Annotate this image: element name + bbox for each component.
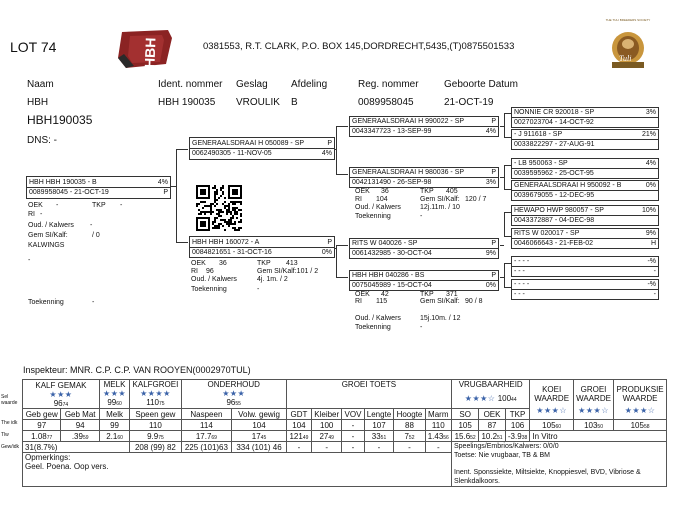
idk-row	[23, 420, 667, 431]
group-koei-waarde	[530, 380, 574, 420]
idk-cell: 97	[23, 420, 61, 431]
gen3-7-line2: - - -	[514, 268, 525, 275]
group-onderhoud-label: ONDERHOUD	[207, 380, 260, 389]
dd-tkp-value: 371	[446, 291, 458, 298]
kalf-gemak-sel-acc: 74	[62, 402, 69, 408]
dd-oud-label: Oud. / Kalwers	[355, 315, 401, 322]
koei-sel: 105	[542, 420, 556, 430]
opmerkings-cell	[23, 453, 452, 487]
gen3-8-pct: -%	[647, 281, 656, 288]
gen3-7-extra: -	[653, 268, 656, 275]
kalf-gemak-stars: ★★★	[49, 390, 73, 399]
label-reg: Reg. nommer	[358, 79, 419, 90]
gew-cell-naspeen: 225 (101)63	[181, 442, 232, 453]
gew-cell-gdt: -	[286, 442, 311, 453]
tlw-accuracy: 75	[158, 434, 164, 441]
tlw-cell	[394, 431, 425, 442]
gen3-box-7	[511, 256, 659, 277]
inent-text: Inent. Sponssiekte, Miltsiekte, Knoppiesvel, BVD, Vibriose & Slenkdalkoors.	[454, 469, 641, 485]
hdr-oek: OEK	[479, 409, 505, 420]
hdr-geb-mat: Geb Mat	[61, 409, 99, 420]
hdr-marm: Marm	[425, 409, 451, 420]
dam-ri-value: 96	[206, 268, 214, 275]
group-kalf-gemak	[23, 380, 100, 409]
hdr-vov: VOV	[342, 409, 364, 420]
animal-id-big: HBH190035	[27, 113, 93, 127]
tlw-cell	[181, 431, 232, 442]
gew-cell-volw: 334 (101) 46	[232, 442, 287, 453]
idk-cell: 110	[425, 420, 451, 431]
dam-box	[189, 236, 335, 258]
self-pedigree-box	[26, 176, 171, 199]
tlw-cell	[61, 431, 99, 442]
tlw-accuracy: 49	[328, 434, 334, 441]
sd-ri-label: RI	[355, 196, 362, 203]
self-ri-value: -	[40, 211, 43, 218]
tlw-value: 121	[289, 431, 303, 441]
produksie-sel: 105	[630, 420, 644, 430]
gen3-8-line2: - - -	[514, 291, 525, 298]
kalf-gemak-sel: 96	[53, 399, 63, 408]
gen3-5-pct: 10%	[641, 207, 656, 214]
dam-toek-value: -	[257, 286, 260, 293]
tlw-cell	[23, 431, 61, 442]
dam-oek-value: 36	[219, 260, 227, 267]
gen3-1-line1: NONNIE CR 920018 - SP	[514, 109, 595, 116]
group-melk	[99, 380, 129, 409]
koei-idk	[530, 420, 574, 431]
tlw-cell	[312, 431, 342, 442]
tlw-value: 33	[371, 431, 381, 441]
dam-tkp-label: TKP	[257, 260, 271, 267]
hdr-hoogte: Hoogte	[394, 409, 425, 420]
gen3-6-line2: 0046066643 - 21-FEB-02	[514, 240, 593, 247]
vrugbaarheid-sel-acc: 44	[511, 397, 517, 403]
ds-pct: 9%	[485, 250, 496, 257]
idk-cell: 107	[364, 420, 394, 431]
animal-reg: 0089958045	[358, 97, 414, 108]
dd-oek-value: 42	[381, 291, 389, 298]
tlw-value: 9.9	[147, 431, 159, 441]
produksie-sel-acc: 58	[643, 423, 650, 430]
self-oek-value: -	[56, 202, 59, 209]
sd-tkp-label: TKP	[420, 188, 434, 195]
sd-oek-label: OEK	[355, 188, 370, 195]
kalfgroei-sel-acc: 75	[159, 401, 165, 407]
gen3-1-pct: 3%	[645, 109, 656, 116]
gew-row	[23, 442, 667, 453]
sd-oek-value: 36	[381, 188, 389, 195]
tlw-cell	[99, 431, 129, 442]
idk-cell: 87	[479, 420, 505, 431]
gew-cell-geb: 31(8.7%)	[23, 442, 130, 453]
hdr-so: SO	[452, 409, 479, 420]
ds-sex: P	[491, 240, 496, 247]
gen3-box-8	[511, 279, 659, 300]
self-toekenning-label: Toekenning	[28, 299, 64, 306]
gen3-box-6	[511, 228, 659, 249]
gen3-5-line1: HEWAPO HWP 980057 - SP	[514, 207, 604, 214]
sire-line2: 0062490305 - 11-NOV-05	[192, 150, 272, 157]
groei-sel-acc: 50	[597, 423, 603, 430]
tlw-cell	[364, 431, 394, 442]
sd-pct: 3%	[485, 179, 496, 186]
tlw-cell	[479, 431, 505, 442]
produksie-stars: ★★★☆	[624, 405, 656, 415]
kalfgroei-sel: 110	[146, 398, 160, 407]
onderhoud-sel-acc: 55	[235, 401, 241, 407]
label-dob: Geboorte Datum	[444, 79, 518, 90]
group-kalfgroei	[130, 380, 181, 409]
ss-sex: P	[491, 118, 496, 125]
tlw-accuracy: 45	[260, 434, 267, 441]
self-gem-value: / 0	[92, 232, 100, 239]
dd-sex: P	[491, 272, 496, 279]
tlw-cell	[452, 431, 479, 442]
hdr-naspeen: Naspeen	[181, 409, 232, 420]
vrugbaarheid-stars: ★★★☆	[464, 394, 496, 403]
dns-field: DNS: -	[27, 135, 57, 146]
gew-cell-hoogte: -	[394, 442, 425, 453]
onderhoud-sel: 96	[226, 398, 236, 407]
breeder-info: 0381553, R.T. CLARK, P.O. BOX 145,DORDRECHT,5435,(T)0875501533	[203, 41, 515, 52]
dam-oud-label: Oud. / Kalwers	[191, 276, 237, 283]
groei-idk	[573, 420, 613, 431]
sd-gem-label: Gem SI/Kalf:	[420, 196, 460, 203]
tlw-accuracy: 51	[497, 434, 503, 441]
self-tkp-value: -	[120, 202, 123, 209]
side-label-idk: The idk	[1, 420, 18, 426]
dd-oud-value: 15j.10m. / 12	[420, 315, 461, 322]
gen3-box-2	[511, 129, 659, 150]
hdr-geb-gew: Geb gew	[23, 409, 61, 420]
tlw-value: 17	[251, 431, 261, 441]
ss-line2: 0043347723 - 13-SEP-99	[352, 128, 432, 135]
gen3-box-1	[511, 107, 659, 128]
gen3-7-pct: -%	[647, 258, 656, 265]
animal-name: HBH	[27, 97, 49, 108]
tlw-value: 10.2	[481, 431, 498, 441]
groei-stars: ★★★☆	[578, 405, 609, 415]
inspector-line: Inspekteur: MNR. C.P. C.P. VAN ROOYEN(0002970TUL)	[23, 365, 251, 375]
tlw-value: 7	[404, 431, 409, 441]
society-logo-caption: THE TULI BREEDERS SOCIETY	[605, 18, 651, 22]
dd-ri-value: 115	[376, 298, 388, 305]
ss-pct: 4%	[485, 128, 496, 135]
animal-section: B	[291, 97, 298, 108]
side-label-tlw: Tlw	[1, 432, 9, 438]
tlw-cell	[286, 431, 311, 442]
sire-sire-box	[349, 116, 499, 137]
groei-sel: 103	[584, 420, 598, 430]
animal-ident: HBH 190035	[158, 97, 216, 108]
tlw-accuracy: 51	[380, 434, 387, 441]
tlw-cell	[425, 431, 451, 442]
sire-pct: 4%	[321, 150, 332, 157]
label-sex: Geslag	[236, 79, 268, 90]
group-groei-label: GROEI WAARDE	[576, 384, 611, 403]
vrugbaarheid-sel: 100	[497, 394, 512, 403]
gen3-2-line1: - J 911618 - SP	[514, 131, 563, 138]
tlw-row	[23, 431, 667, 442]
notes-cell	[452, 442, 667, 487]
hdr-gdt: GDT	[286, 409, 311, 420]
self-oud-value: -	[90, 222, 93, 229]
gen3-3-line1: - LB 950063 - SP	[514, 160, 568, 167]
dd-toek-label: Toekenning	[355, 324, 391, 331]
hbh-logo-text: HBH	[141, 37, 159, 69]
idk-cell: 88	[394, 420, 425, 431]
tlw-value: 17.7	[195, 431, 212, 441]
idk-cell: 105	[452, 420, 479, 431]
tlw-value: 1.08	[31, 431, 47, 441]
ds-line1: RITS W 040026 - SP	[352, 240, 418, 247]
ss-line1: GENERAALSDRAAI H 990022 - SP	[352, 118, 465, 125]
sd-gem-value: 120 / 7	[465, 196, 487, 203]
hdr-tkp: TKP	[505, 409, 530, 420]
self-line1: HBH HBH 190035 - B	[29, 179, 97, 186]
kalfgroei-stars: ★★★★	[140, 389, 171, 398]
tlw-value: 1.43	[427, 431, 444, 441]
dd-tkp-label: TKP	[420, 291, 434, 298]
idk-cell: 114	[181, 420, 232, 431]
idk-cell: 106	[505, 420, 530, 431]
sd-toek-label: Toekenning	[355, 213, 391, 220]
gew-cell-kleiber: -	[312, 442, 342, 453]
onderhoud-stars: ★★★	[222, 389, 246, 398]
sire-sex: P	[327, 140, 332, 147]
group-groei-toets	[286, 380, 451, 409]
self-kalwings-label: KALWINGS	[28, 242, 65, 249]
dam-line1: HBH HBH 160072 - A	[192, 239, 260, 246]
gen3-4-pct: 0%	[645, 182, 656, 189]
koei-sel-acc: 60	[555, 423, 562, 430]
opmerkings-text: Geel. Poena. Oop vers.	[25, 462, 109, 471]
sire-box	[189, 137, 335, 160]
society-logo	[604, 18, 652, 74]
gen3-box-4	[511, 180, 659, 201]
gen3-1-line2: 0027023704 - 14-OCT-92	[514, 119, 594, 126]
sd-tkp-value: 405	[446, 188, 458, 195]
self-ri-label: RI	[28, 211, 35, 218]
idk-cell: 100	[312, 420, 342, 431]
group-produksie-label: PRODUKSIE WAARDE	[616, 384, 664, 403]
gen3-6-pct: 9%	[645, 230, 656, 237]
group-row	[23, 380, 667, 409]
produksie-idk	[614, 420, 667, 431]
sd-sex: P	[491, 169, 496, 176]
animal-dob: 21-OCT-19	[444, 97, 494, 108]
gen3-box-5	[511, 205, 659, 226]
label-name: Naam	[27, 79, 54, 90]
tlw-accuracy: 56	[443, 434, 449, 441]
dd-pct: 0%	[485, 282, 496, 289]
idk-cell: 99	[99, 420, 129, 431]
dam-oek-label: OEK	[191, 260, 206, 267]
label-section: Afdeling	[291, 79, 328, 90]
group-melk-label: MELK	[103, 380, 126, 389]
dam-gem: Gem SI/Kalf:101 / 2	[257, 268, 319, 275]
dd-line1: HBH HBH 040286 - BS	[352, 272, 425, 279]
tlw-value: 15.6	[454, 431, 471, 441]
speelings-text: Speelings/Embrios/Kalwers: 0/0/0	[454, 443, 559, 450]
opmerkings-label: Opmerkings:	[25, 453, 71, 462]
sire-dam-box	[349, 167, 499, 188]
idk-cell: 94	[61, 420, 99, 431]
gen3-2-pct: 21%	[641, 131, 656, 138]
gen3-6-extra: H	[650, 240, 656, 247]
idk-cell: 104	[286, 420, 311, 431]
sd-oud-value: 12j.11m. / 10	[420, 204, 460, 211]
self-tkp-label: TKP	[92, 202, 106, 209]
group-groei-toets-label: GROEI TOETS	[341, 380, 397, 389]
self-line2: 0089958045 - 21-OCT-19	[29, 189, 109, 196]
dd-oek-label: OEK	[355, 291, 370, 298]
tlw-value: 2.1	[106, 431, 118, 441]
dam-sex: P	[327, 239, 332, 246]
hbh-logo	[116, 28, 176, 70]
dam-line2: 0084821651 - 31-OCT-16	[192, 249, 272, 256]
tlw-accuracy: 59	[82, 434, 89, 441]
self-toekenning-value: -	[92, 299, 95, 306]
tlw-accuracy: 69	[211, 434, 217, 441]
melk-sel-acc: 60	[116, 401, 122, 407]
sd-ri-value: 104	[376, 196, 388, 203]
dd-ri-label: RI	[355, 298, 362, 305]
sd-toek-value: -	[420, 213, 423, 220]
gen3-4-line1: GENERAALSDRAAI H 950092 - B	[514, 182, 622, 189]
self-oud-label: Oud. / Kalwers	[28, 222, 74, 229]
gew-cell-speen: 208 (99) 82	[130, 442, 181, 453]
idk-cell: -	[342, 420, 364, 431]
group-groei-waarde	[573, 380, 613, 420]
dam-ri-label: RI	[191, 268, 198, 275]
dd-gem-value: 90 / 8	[465, 298, 483, 305]
lot-number: LOT 74	[10, 39, 57, 55]
gen3-3-line2: 0039595962 - 25-OCT-95	[514, 170, 594, 177]
tlw-value: .39	[71, 431, 83, 441]
label-ident: Ident. nommer	[158, 79, 223, 90]
animal-sex: VROULIK	[236, 97, 280, 108]
hdr-melk: Melk	[99, 409, 129, 420]
tlw-accuracy: 77	[46, 434, 53, 441]
dd-gem-label: Gem SI/Kalf:	[420, 298, 460, 305]
side-label-sel: Sel waarde	[1, 394, 18, 406]
tlw-cell	[130, 431, 181, 442]
dam-sire-box	[349, 238, 499, 259]
dd-line2: 0075045989 - 15-OCT-04	[352, 282, 432, 289]
koei-stars: ★★★☆	[536, 405, 567, 415]
sire-line1: GENERAALSDRAAI H 050089 - SP	[192, 140, 305, 147]
tlw-accuracy: 60	[117, 434, 123, 441]
self-pct: 4%	[157, 179, 168, 186]
group-kalf-gemak-label: KALF GEMAK	[35, 381, 87, 390]
society-logo-text: Tuli	[619, 54, 632, 63]
tlw-value: -	[351, 431, 355, 441]
melk-stars: ★★★	[103, 389, 127, 398]
group-kalfgroei-label: KALFGROEI	[132, 380, 179, 389]
tlw-accuracy: 52	[470, 434, 476, 441]
self-kalwings-value: -	[28, 257, 31, 264]
group-produksie-waarde	[614, 380, 667, 420]
sd-oud-label: Oud. / Kalwers	[355, 204, 401, 211]
group-vrugbaarheid-label: VRUGBAARHEID	[458, 380, 523, 389]
tlw-accuracy: 38	[521, 434, 528, 441]
self-oek-label: OEK	[28, 202, 43, 209]
tlw-cell	[232, 431, 287, 442]
gen3-5-line2: 0043372887 - 04-DEC-98	[514, 217, 595, 224]
gew-cell-marm: -	[425, 442, 451, 453]
group-koei-label: KOEI WAARDE	[534, 384, 570, 403]
dam-oud-value: 4j. 1m. / 2	[257, 276, 288, 283]
sd-line2: 0042131490 - 26-SEP-98	[352, 179, 432, 186]
dam-tkp-value: 413	[286, 260, 298, 267]
gen3-8-extra: -	[653, 291, 656, 298]
tlw-cell	[342, 431, 364, 442]
hdr-lengte: Lengte	[364, 409, 394, 420]
melk-sel: 99	[107, 398, 117, 407]
hdr-speen-gew: Speen gew	[130, 409, 181, 420]
gen3-8-line1: - - - -	[514, 281, 530, 288]
tlw-cell	[505, 431, 530, 442]
dd-toek-value: -	[420, 324, 423, 331]
dam-toek-label: Toekenning	[191, 286, 227, 293]
gen3-6-line1: RITS W 020017 - SP	[514, 230, 580, 237]
in-vitro-label: In Vitro	[530, 431, 667, 442]
idk-cell: 104	[232, 420, 287, 431]
sd-line1: GENERAALSDRAAI H 980036 - SP	[352, 169, 465, 176]
gen3-2-line2: 0033822297 - 27-AUG-91	[514, 141, 595, 148]
gew-cell-vov: -	[342, 442, 364, 453]
gen3-box-3	[511, 158, 659, 179]
ds-line2: 0061432985 - 30-OCT-04	[352, 250, 432, 257]
qr-code	[195, 185, 243, 231]
gen3-7-line1: - - - -	[514, 258, 530, 265]
index-table	[22, 379, 667, 487]
tlw-value: -3.9	[507, 431, 522, 441]
self-gem-label: Gem SI/Kalf:	[28, 232, 68, 239]
gen3-3-pct: 4%	[645, 160, 656, 167]
group-vrugbaarheid	[452, 380, 530, 409]
tlw-accuracy: 49	[302, 434, 309, 441]
idk-cell: 110	[130, 420, 181, 431]
hdr-volw-gewig: Volw. gewig	[232, 409, 287, 420]
tlw-accuracy: 52	[408, 434, 415, 441]
dam-dam-box	[349, 270, 499, 291]
group-onderhoud	[181, 380, 286, 409]
toetse-text: Toetse: Nie vrugbaar, TB & BM	[454, 452, 550, 459]
dam-pct: 0%	[321, 249, 332, 256]
side-label-gew: Gew/idk	[1, 444, 20, 450]
tlw-value: 27	[319, 431, 329, 441]
gen3-4-line2: 0039679055 - 12-DEC-95	[514, 192, 595, 199]
self-sex: P	[163, 189, 168, 196]
gew-cell-lengte: -	[364, 442, 394, 453]
hdr-kleiber: Kleiber	[312, 409, 342, 420]
